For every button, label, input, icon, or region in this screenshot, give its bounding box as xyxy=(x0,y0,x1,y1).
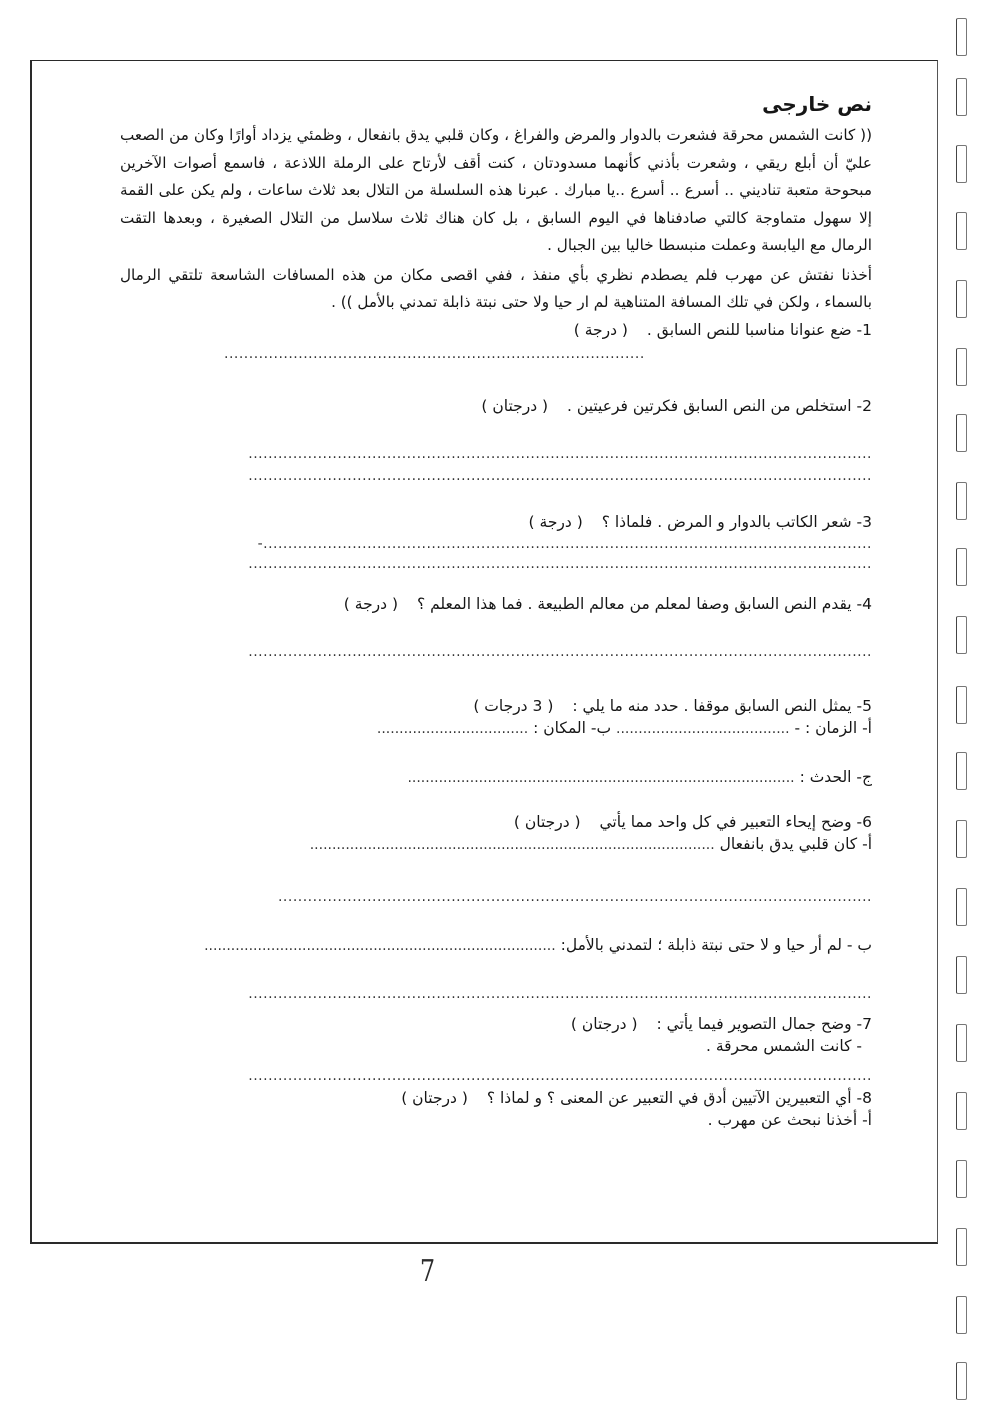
answer-line[interactable]: ....................................... xyxy=(616,720,790,737)
question-4-mark: ( درجة ) xyxy=(343,594,399,613)
question-8 xyxy=(120,1087,872,1109)
question-6-a-row xyxy=(120,833,872,856)
question-1-text: 1- ضع عنوانا مناسبا للنص السابق . xyxy=(646,320,872,339)
answer-line[interactable]: ............................................................................... xyxy=(204,937,556,954)
question-4 xyxy=(120,593,872,615)
worksheet xyxy=(120,92,872,1131)
binder-ring xyxy=(956,1024,967,1062)
answer-line[interactable]: ..................................................................................... xyxy=(224,346,645,361)
binder-ring xyxy=(956,145,967,183)
question-2 xyxy=(120,395,872,417)
question-8-a-row xyxy=(120,1109,872,1131)
binder-rings xyxy=(956,0,976,1403)
question-5-place-label: ب- المكان : xyxy=(533,718,612,737)
question-5-time-label: أ- الزمان : - xyxy=(794,718,872,737)
answer-line[interactable]: .............................................................................................................................. xyxy=(248,446,872,461)
binder-ring xyxy=(956,686,967,724)
binder-ring xyxy=(956,348,967,386)
binder-ring xyxy=(956,1228,967,1266)
question-7-mark: ( درجتان ) xyxy=(570,1014,638,1033)
question-6-a-text: أ- كان قلبي يدق بانفعال xyxy=(719,834,872,853)
question-6-text: 6- وضح إيحاء التعبير في كل واحد مما يأتي xyxy=(599,812,872,831)
question-5 xyxy=(120,695,872,717)
answer-line[interactable]: ........................................................................................................................ xyxy=(277,889,872,904)
answer-line[interactable]: .................................. xyxy=(376,720,529,737)
question-5-event-row xyxy=(120,766,872,789)
question-6 xyxy=(120,811,872,833)
question-2-text: 2- استخلص من النص السابق فكرتين فرعيتين . xyxy=(567,396,872,415)
answer-line[interactable]: ....................................................................................... xyxy=(407,769,795,786)
page-title: نص خارجى xyxy=(762,92,872,116)
passage-paragraph-2: أخذنا نفتش عن مهرب فلم يصطدم نظري بأي منفذ ، ففي اقصى مكان من هذه المسافات الشاسعة تلتقي الرمال بالسماء ، ولكن في تلك المسافة المتناهية لم ار حيا ولا حتى نبتة ذابلة تمدني بالأمل )) . xyxy=(120,265,872,311)
binder-ring xyxy=(956,18,967,56)
question-6-b-text: ب - لم أر حيا و لا حتى نبتة ذابلة ؛ لتمدني بالأمل: xyxy=(560,935,872,954)
question-8-a-text: أ- أخذنا نبحث عن مهرب . xyxy=(707,1110,872,1129)
binder-ring xyxy=(956,414,967,452)
question-1 xyxy=(120,319,872,341)
question-7 xyxy=(120,1013,872,1035)
question-8-text: 8- أي التعبيرين الآتيين أدق في التعبير عن المعنى ؟ و لماذا ؟ xyxy=(486,1088,872,1107)
binder-ring xyxy=(956,1092,967,1130)
passage-paragraph-1: (( كانت الشمس محرقة فشعرت بالدوار والمرض والفراغ ، وكان قلبي يدق بانفعال ، وظمئي يزداد أوارًا وكان من الصعب عليّ أن أبلع ريقي ، وشعرت بأذني كأنهما مسدودتان ، كنت أقف لأرتاح على الرملة اللاذعة ، فاسمع أصوات الآخرين مبحوحة متعبة تناديني .. أسرع .. أسرع ..يا مبارك . عبرنا هذه السلسلة من التلال بعد ثلاث ساعات ، ولم يكن على القمة إلا سهول متماوجة كالتي صادفناها في اليوم السابق ، بل كان هناك ثلاث سلاسل من التلال الصغيرة ، وبعدها التقت الرمال مع اليابسة وعملت منبسطا خاليا بين الجبال . xyxy=(120,126,872,254)
binder-ring xyxy=(956,888,967,926)
binder-ring xyxy=(956,482,967,520)
question-5-mark: ( 3 درجات ) xyxy=(473,696,554,715)
binder-ring xyxy=(956,1296,967,1334)
binder-ring xyxy=(956,1160,967,1198)
question-5-text: 5- يمثل النص السابق موقفا . حدد منه ما يلي : xyxy=(572,696,872,715)
question-3-mark: ( درجة ) xyxy=(528,512,583,531)
question-7-text: 7- وضح جمال التصوير فيما يأتي : xyxy=(656,1014,872,1033)
binder-ring xyxy=(956,1362,967,1400)
binder-ring xyxy=(956,820,967,858)
answer-line[interactable]: .............................................................................................................................. xyxy=(248,986,872,1001)
question-3 xyxy=(120,511,872,533)
question-2-mark: ( درجتان ) xyxy=(481,396,549,415)
binder-ring xyxy=(956,212,967,250)
question-6-b-row xyxy=(120,934,872,957)
question-5-time-row xyxy=(120,717,872,740)
binder-ring xyxy=(956,752,967,790)
question-7-a-row xyxy=(120,1035,872,1057)
answer-line[interactable]: ........................................................................................... xyxy=(309,836,715,853)
answer-line[interactable]: .............................................................................................................................. xyxy=(248,644,872,659)
question-6-mark: ( درجتان ) xyxy=(513,812,581,831)
answer-line[interactable]: -........................................................................................................................... xyxy=(257,536,872,551)
question-4-text: 4- يقدم النص السابق وصفا لمعلم من معالم الطبيعة . فما هذا المعلم ؟ xyxy=(416,594,872,613)
question-1-mark: ( درجة ) xyxy=(573,320,628,339)
answer-line[interactable]: .............................................................................................................................. xyxy=(248,556,872,571)
binder-ring xyxy=(956,616,967,654)
question-7-a-text: - كانت الشمس محرقة . xyxy=(705,1036,862,1055)
answer-line[interactable]: .............................................................................................................................. xyxy=(248,1068,872,1083)
binder-ring xyxy=(956,956,967,994)
question-5-event-label: ج- الحدث : xyxy=(799,767,872,786)
answer-line[interactable]: .............................................................................................................................. xyxy=(248,468,872,483)
page-number: 7 xyxy=(419,1254,436,1289)
question-8-mark: ( درجتان ) xyxy=(401,1088,468,1107)
binder-ring xyxy=(956,280,967,318)
binder-ring xyxy=(956,78,967,116)
question-3-text: 3- شعر الكاتب بالدوار و المرض . فلماذا ؟ xyxy=(601,512,872,531)
binder-ring xyxy=(956,548,967,586)
